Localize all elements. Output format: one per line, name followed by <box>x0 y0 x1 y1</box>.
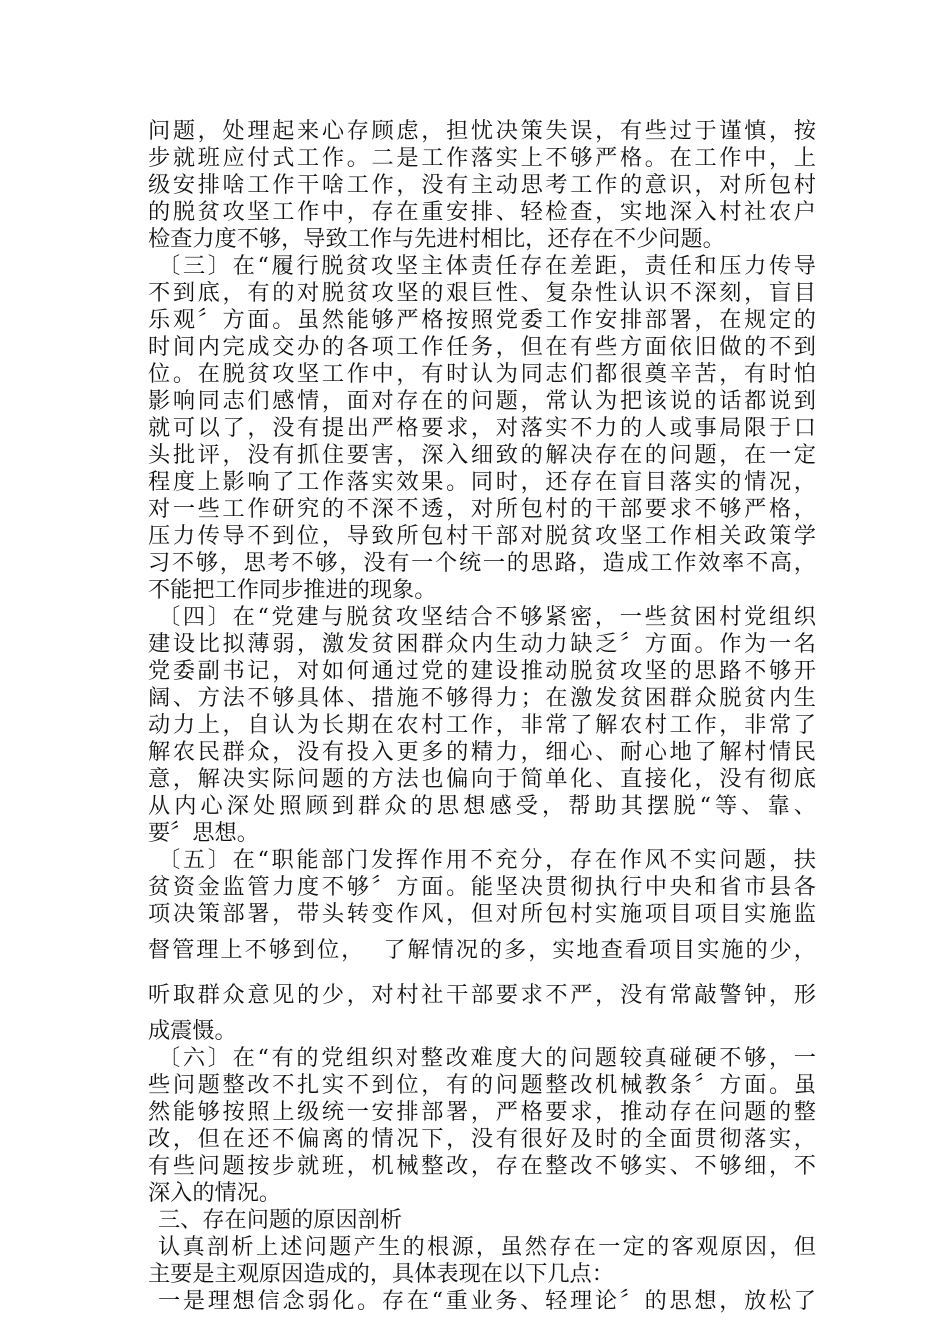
text-line-17: 习不够，思考不够，没有一个统一的思路，造成工作效率不高， <box>148 550 816 576</box>
text-line-22: 阔、方法不够具体、措施不够得力；在激发贫困群众脱贫内生 <box>148 685 816 711</box>
text-line-31: 督管理上不够到位， 了解情况的多，实地查看项目实施的少， <box>148 937 816 963</box>
text-line-9: 时间内完成交办的各项工作任务，但在有些方面依旧做的不到 <box>148 334 816 360</box>
text-line-16: 压力传导不到位，导致所包村干部对脱贫攻坚工作相关政策学 <box>148 523 816 549</box>
text-line-3: 级安排啥工作干啥工作，没有主动思考工作的意识，对所包村 <box>148 172 816 198</box>
text-line-28: 〔五〕在“职能部门发挥作用不充分，存在作风不实问题，扶 <box>158 847 816 873</box>
text-line-11: 影响同志们感情，面对存在的问题，常认为把该说的话都说到 <box>148 388 816 414</box>
text-line-27: 要〞思想。 <box>148 820 259 846</box>
text-line-10: 位。在脱贫攻坚工作中，有时认为同志们都很奠辛苦，有时怕 <box>148 361 816 387</box>
text-line-4: 的脱贫攻坚工作中，存在重安排、轻检查，实地深入村社农户 <box>148 199 816 225</box>
section-heading: 三、存在问题的原因剖析 <box>158 1207 403 1233</box>
text-line-36: 然能够按照上级统一安排部署，严格要求，推动存在问题的整 <box>148 1099 816 1125</box>
document-body <box>148 118 816 1315</box>
text-line-42: 主要是主观原因造成的，具体表现在以下几点： <box>148 1261 614 1287</box>
text-line-13: 头批评，没有抓住要害，深入细致的解决存在的问题，在一定 <box>148 442 816 468</box>
text-line-12: 就可以了，没有提出严格要求，对落实不力的人或事局限于口 <box>148 415 816 441</box>
text-line-39: 深入的情况。 <box>148 1180 282 1206</box>
text-line-14: 程度上影响了工作落实效果。同时，还存在盲目落实的情况， <box>148 469 816 495</box>
text-line-41: 认真剖析上述问题产生的根源，虽然存在一定的客观原因，但 <box>158 1234 816 1260</box>
text-line-18: 不能把工作同步推进的现象。 <box>148 577 437 603</box>
text-line-33: 成震慑。 <box>148 1018 237 1044</box>
text-line-2: 步就班应付式工作。二是工作落实上不够严格。在工作中，上 <box>148 145 816 171</box>
text-line-43: 一是理想信念弱化。存在“重业务、轻理论〞的思想，放松了 <box>158 1288 816 1314</box>
text-line-37: 改，但在还不偏离的情况下，没有很好及时的全面贯彻落实， <box>148 1126 816 1152</box>
text-line-30: 项决策部署，带头转变作风，但对所包村实施项目项目实施监 <box>148 901 816 927</box>
text-line-29: 贫资金监管力度不够〞方面。能坚决贯彻执行中央和省市县各 <box>148 874 816 900</box>
text-line-15: 对一些工作研究的不深不透，对所包村的干部要求不够严格， <box>148 496 816 522</box>
text-line-7: 不到底，有的对脱贫攻坚的艰巨性、复杂性认识不深刻，盲目 <box>148 280 816 306</box>
text-line-8: 乐观〞方面。虽然能够严格按照党委工作安排部署，在规定的 <box>148 307 816 333</box>
text-line-1: 问题，处理起来心存顾虑，担忧决策失误，有些过于谨慎，按 <box>148 118 816 144</box>
text-line-5: 检查力度不够，导致工作与先进村相比，还存在不少问题。 <box>148 226 725 252</box>
text-line-38: 有些问题按步就班，机械整改，存在整改不够实、不够细，不 <box>148 1153 816 1179</box>
text-line-19: 〔四〕在“党建与脱贫攻坚结合不够紧密，一些贫困村党组织 <box>158 604 816 630</box>
text-line-20: 建设比拟薄弱，激发贫困群众内生动力缺乏〞方面。作为一名 <box>148 631 816 657</box>
text-line-35: 些问题整改不扎实不到位，有的问题整改机械教条〞方面。虽 <box>148 1072 816 1098</box>
text-line-24: 解农民群众，没有投入更多的精力，细心、耐心地了解村情民 <box>148 739 816 765</box>
text-line-34: 〔六〕在“有的党组织对整改难度大的问题较真碰硬不够，一 <box>158 1045 816 1071</box>
text-line-26: 从内心深处照顾到群众的思想感受，帮助其摆脱“等、靠、 <box>148 793 816 819</box>
text-line-25: 意，解决实际问题的方法也偏向于简单化、直接化，没有彻底 <box>148 766 816 792</box>
text-line-6: 〔三〕在“履行脱贫攻坚主体责任存在差距，责任和压力传导 <box>158 253 816 279</box>
text-line-21: 党委副书记，对如何通过党的建设推动脱贫攻坚的思路不够开 <box>148 658 816 684</box>
text-line-23: 动力上，自认为长期在农村工作，非常了解农村工作，非常了 <box>148 712 816 738</box>
text-line-32: 听取群众意见的少，对村社干部要求不严，没有常敲警钟，形 <box>148 982 816 1008</box>
